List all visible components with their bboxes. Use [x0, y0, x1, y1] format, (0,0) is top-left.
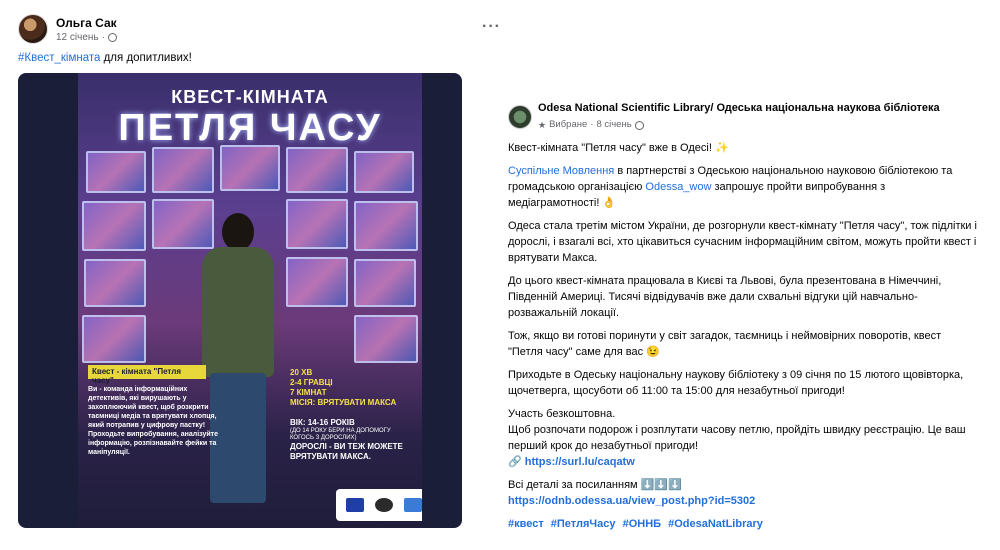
shared-para-registration [508, 406, 978, 470]
age-note: (ДО 14 РОКУ БЕРИ НА ДОПОМОГУ КОГОСЬ З ДОРОСЛИХ) [290, 428, 391, 441]
stat-rooms: 7 КІМНАТ [290, 388, 327, 397]
partner-logos [336, 489, 422, 521]
odessa-wow-link[interactable]: Odessa_wow [645, 181, 712, 193]
shared-para-details [508, 477, 978, 509]
author-name[interactable]: Ольга Сак [56, 15, 117, 30]
shared-line1: Квест-кімната "Петля часу" вже в Одесі! ✨ [508, 142, 729, 154]
poster-title-main: ПЕТЛЯ ЧАСУ [118, 107, 382, 149]
shared-para-odesa: Одеса стала третім містом України, де розгорнули квест-кімнату "Петля часу", тож підлітки і дорослі, і взагалі всі, хто цікавиться сучасним інформаційним світом, можуть пройти квест і врятувати Макса. [508, 220, 977, 264]
post-subline [56, 32, 117, 43]
shared-para-history: До цього квест-кімната працювала в Києві та Львові, була презентована в Німеччині, Південній Америці. Тисячі відвідувачів вже дали схвальні відгуки цій навчально-розважальній локації. [508, 275, 942, 319]
poster-image[interactable] [18, 73, 462, 528]
screen-tile [286, 199, 348, 249]
boy-jeans [210, 373, 266, 503]
stat-duration: 20 ХВ [290, 368, 313, 377]
link-icon: 🔗 [508, 456, 522, 468]
age-range: ВІК: 14-16 РОКІВ [290, 418, 355, 427]
shared-subline [538, 117, 940, 133]
post-header [18, 14, 117, 44]
screen-tile [354, 315, 418, 363]
screen-tile [86, 151, 146, 193]
free-entry: Участь безкоштовна. [508, 408, 616, 420]
author-avatar[interactable] [18, 14, 48, 44]
hashtag-link[interactable]: #OdesaNatLibrary [668, 518, 763, 530]
screen-tile [286, 257, 348, 307]
eu-flag-logo [346, 498, 364, 512]
boy-hoodie [202, 247, 274, 377]
screen-tile [354, 259, 416, 307]
shared-para-schedule: Приходьте в Одеську національну наукову бібліотеку з 09 січня по 15 лютого щовівторка, щочетверга, щосуботи об 11:00 та 15:00 для незабутньої пригоди! [508, 369, 964, 397]
screen-tile [82, 201, 146, 251]
globe-icon [635, 121, 644, 130]
details-link[interactable]: https://odnb.odessa.ua/view_post.php?id=5302 [508, 495, 756, 507]
intro-hashtag[interactable]: #Квест_кімната [18, 52, 101, 64]
library-avatar[interactable] [508, 105, 532, 129]
dw-logo [375, 498, 393, 512]
screen-tile [354, 151, 414, 193]
boy-head [222, 213, 254, 251]
screen-tile [82, 315, 146, 363]
poster-stats [290, 368, 396, 408]
hashtag-link[interactable]: #ОННБ [622, 518, 662, 530]
post-date[interactable]: 12 січень [56, 31, 99, 43]
registration-link[interactable]: https://surl.lu/caqatw [524, 456, 635, 468]
globe-icon [108, 33, 117, 42]
shared-para-invite: Тож, якщо ви готові поринути у світ загадок, таємниць і неймовірних поворотів, квест "Петля часу" саме для вас 😉 [508, 330, 942, 358]
more-options-button[interactable]: ··· [482, 18, 501, 35]
stat-players: 2-4 ГРАВЦІ [290, 378, 333, 387]
shared-meta [538, 100, 940, 133]
screen-tile [354, 201, 418, 251]
poster-body: Ви - команда інформаційних детективів, які вирушають у захоплюючий квест, щоб розкрити таємниці медіа та врятувати хлопця, який потрапив у цифрову пастку! Проходьте випробування, аналізуйте інформацію, розпізнавайте фейки та маніпуляції. [88, 386, 218, 456]
partners-text-b: запрошує пройти випробування з медіаграмотності! 👌 [508, 181, 886, 209]
author-meta [56, 16, 117, 43]
adults-line: ДОРОСЛІ - ВИ ТЕЖ МОЖЕТЕ ВРЯТУВАТИ МАКСА. [290, 442, 403, 461]
shared-author[interactable]: Odesa National Scientific Library/ Одеська національна наукова бібліотека [538, 102, 940, 114]
shared-date[interactable]: 8 січень [596, 119, 632, 130]
shared-header [508, 100, 978, 133]
separator-dot: · [101, 31, 105, 43]
poster-artwork [78, 73, 422, 528]
star-icon: ★ [538, 120, 547, 130]
hashtag-link[interactable]: #ПетляЧасу [550, 518, 616, 530]
registration-text: Щоб розпочати подорож і розплутати часову петлю, пройдіть швидку реєстрацію. Це ваш перший крок до незабутньої пригоди! [508, 424, 966, 452]
partners-text-a: в партнерстві з Одеською національною науковою бібліотекою та громадською організацією [508, 165, 953, 193]
favorite-badge: Вибране [549, 119, 588, 130]
separator-dot: · [590, 119, 594, 130]
screen-tile [152, 147, 214, 193]
details-text: Всі деталі за посиланням ⬇️⬇️⬇️ [508, 479, 682, 491]
poster-band: Квест - кімната "Петля часу" [88, 365, 206, 379]
boy-figure [196, 213, 280, 513]
suspilne-logo [404, 498, 422, 512]
shared-para-partners [508, 163, 978, 211]
screen-tile [220, 145, 280, 191]
hashtag-link[interactable]: #квест [508, 518, 544, 530]
post-intro [18, 52, 192, 64]
suspilne-link[interactable]: Суспільне Мовлення [508, 165, 615, 177]
poster-age [290, 418, 410, 462]
shared-hashtags [508, 516, 978, 532]
screen-tile [286, 147, 348, 193]
shared-post [508, 100, 978, 532]
intro-text: для допитливих! [100, 52, 192, 64]
stat-mission: МІСІЯ: ВРЯТУВАТИ МАКСА [290, 398, 397, 407]
poster-title-top: КВЕСТ-КІМНАТА [171, 87, 329, 107]
screen-tile [84, 259, 146, 307]
